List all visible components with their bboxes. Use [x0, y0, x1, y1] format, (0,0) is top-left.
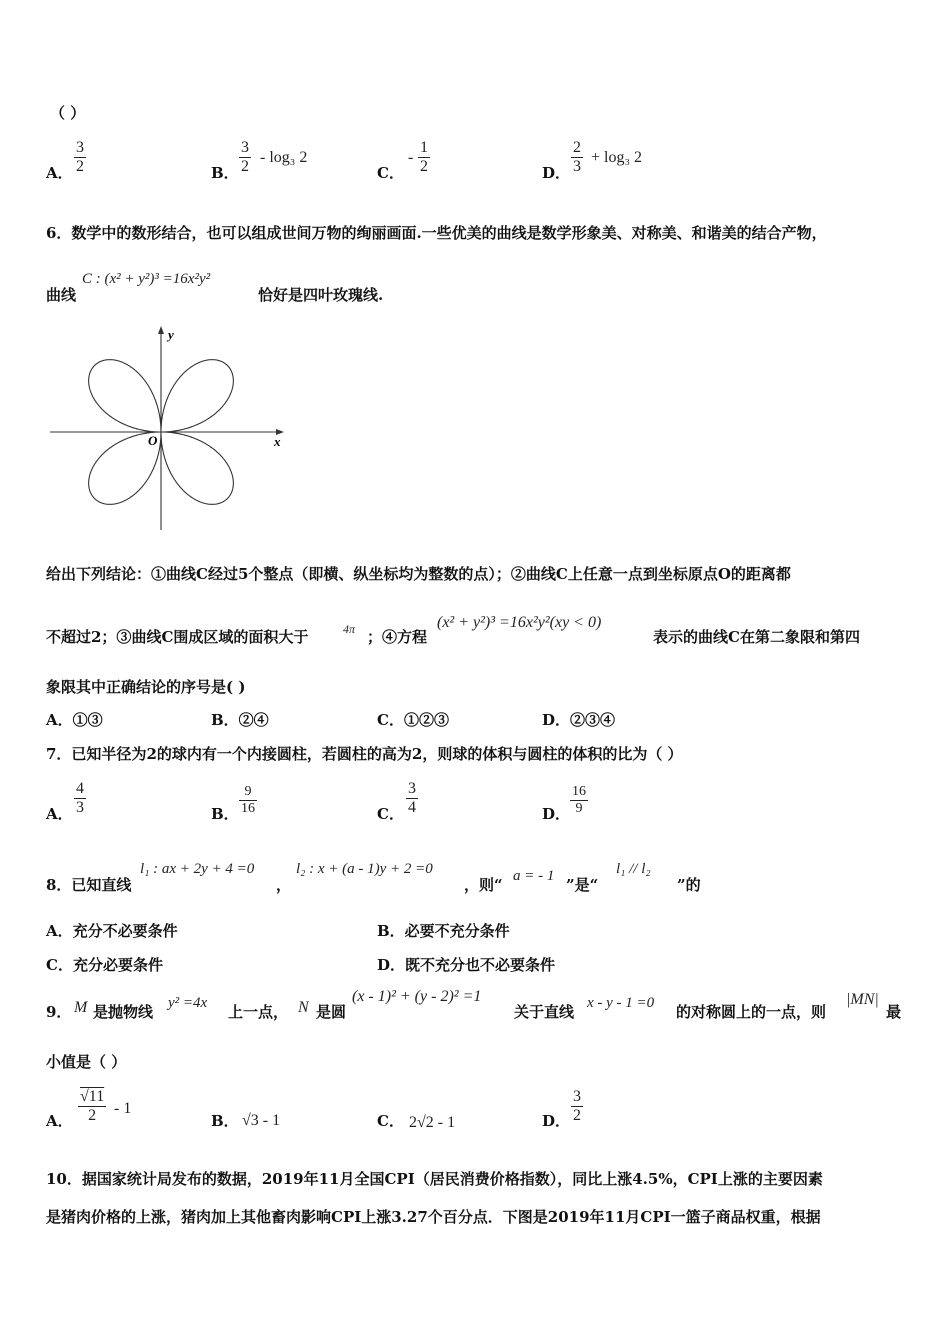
q9-point-m: M — [74, 999, 88, 1016]
q5-option-d-fraction — [571, 139, 583, 176]
q5-option-a-fraction — [74, 139, 86, 176]
q7-option-b-fraction — [239, 784, 257, 817]
q8-option-d: D．既不充分也不必要条件 — [377, 956, 556, 974]
q9-option-d-fraction — [571, 1088, 583, 1125]
q8-line-l2: l₂ : x + (a - 1)y + 2 =0 — [296, 861, 433, 877]
q8-stem-post: ”的 — [677, 876, 701, 894]
q9-text-3: 是圆 — [316, 1003, 347, 1021]
denominator: 3 — [76, 799, 84, 816]
q5-option-b-tail: - log₃ 2 — [260, 149, 308, 166]
q6-stem-line5: 象限其中正确结论的序号是( ) — [46, 678, 246, 696]
q8-stem-mid: ，则“ — [464, 876, 503, 894]
q5-option-c-fraction — [418, 139, 430, 176]
q9-option-a-tail: - 1 — [114, 1100, 132, 1117]
denominator: 2 — [76, 158, 84, 175]
q6-stem-line4-mid: ；④方程 — [367, 628, 428, 646]
q9-distance-mn: |MN| — [846, 991, 879, 1008]
numerator: 16 — [572, 784, 586, 799]
denominator: 9 — [570, 800, 588, 817]
q7-option-a-fraction — [74, 780, 86, 817]
q6-option-c: C．①②③ — [377, 711, 449, 729]
numerator: 9 — [244, 784, 252, 799]
q5-option-b-fraction — [239, 139, 251, 176]
numerator: 3 — [76, 139, 84, 156]
q9-option-b-value: √3 - 1 — [242, 1112, 281, 1129]
q7-option-d-label: D． — [542, 805, 571, 823]
q8-option-a: A．充分不必要条件 — [46, 922, 178, 940]
numerator: 1 — [420, 139, 428, 156]
q6-stem-line1: 6．数学中的数形结合，也可以组成世间万物的绚丽画面.一些优美的曲线是数学形象美、对称美、和谐美的结合产物， — [46, 224, 827, 242]
q9-option-c-value: 2√2 - 1 — [409, 1114, 456, 1131]
numerator: 3 — [241, 139, 249, 156]
q9-parabola: y² =4x — [168, 995, 208, 1011]
denominator: 3 — [573, 158, 581, 175]
q6-equation: (x² + y²)³ =16x²y²(xy < 0) — [437, 614, 602, 631]
numerator: 4 — [76, 780, 84, 797]
q6-stem-line4-pre: 不超过2；③曲线C围成区域的面积大于 — [46, 628, 309, 646]
q9-point-n: N — [298, 999, 309, 1016]
q9-line: x - y - 1 =0 — [587, 995, 655, 1011]
q7-option-a-label: A． — [46, 805, 73, 823]
q6-option-d: D．②③④ — [542, 711, 616, 729]
numerator: 3 — [408, 780, 416, 797]
q8-comma: ， — [276, 876, 292, 894]
q6-stem-line2-pre: 曲线 — [46, 286, 77, 304]
y-axis-label: y — [168, 327, 174, 342]
denominator: 2 — [420, 158, 428, 175]
q9-number: 9． — [46, 1003, 72, 1021]
q6-option-a: A．①③ — [46, 711, 103, 729]
q8-option-b: B．必要不充分条件 — [377, 922, 510, 940]
q9-text-5: 的对称圆上的一点，则 — [676, 1003, 827, 1021]
q8-stem-pre: 8．已知直线 — [46, 876, 132, 894]
q9-option-c-label: C． — [377, 1112, 404, 1130]
q5-option-d-tail: + log₃ 2 — [591, 149, 643, 166]
q7-option-c-fraction — [406, 780, 418, 817]
q8-condition: a = - 1 — [513, 868, 555, 884]
numerator: 2 — [573, 139, 581, 156]
q8-option-c: C．充分必要条件 — [46, 956, 163, 974]
q8-parallel: l₁ // l₂ — [616, 861, 651, 877]
q8-line-l1: l₁ : ax + 2y + 4 =0 — [140, 861, 255, 877]
q9-text-4: 关于直线 — [514, 1003, 575, 1021]
q5-paren: （ ） — [50, 104, 86, 122]
q6-stem-line2-post: 恰好是四叶玫瑰线. — [258, 286, 384, 304]
q10-stem-line2: 是猪肉价格的上涨，猪肉加上其他畜肉影响CPI上涨3.27个百分点．下图是2019年11月CPI一篮子商品权重，根据 — [46, 1208, 821, 1226]
q5-option-c-label: C． — [377, 164, 404, 182]
x-axis-label: x — [274, 434, 281, 449]
q6-stem-line3: 给出下列结论：①曲线C经过5个整点（即横、纵坐标均为整数的点）；②曲线C上任意一点到坐标原点O的距离都 — [46, 565, 791, 583]
q9-circle: (x - 1)² + (y - 2)² =1 — [352, 988, 482, 1005]
denominator: 4 — [408, 799, 416, 816]
q9-option-b-label: B． — [211, 1112, 239, 1130]
q5-option-c-sign: - — [408, 149, 414, 166]
q7-option-c-label: C． — [377, 805, 404, 823]
q9-text-6: 最 — [886, 1003, 902, 1021]
q9-option-a-label: A． — [46, 1112, 73, 1130]
origin-label: O — [148, 433, 158, 448]
four-leaf-rose-graph — [48, 322, 288, 534]
q6-option-b: B．②④ — [211, 711, 269, 729]
denominator: 16 — [241, 801, 255, 816]
q7-stem: 7．已知半径为2的球内有一个内接圆柱，若圆柱的高为2，则球的体积与圆柱的体积的比为（ ） — [46, 745, 683, 763]
q6-area-value: 4π — [343, 622, 356, 636]
q7-option-b-label: B． — [211, 805, 239, 823]
denominator: 2 — [573, 1107, 581, 1124]
q5-option-a-label: A． — [46, 164, 73, 182]
y-axis-arrow — [158, 326, 164, 334]
q7-option-d-fraction — [570, 784, 588, 817]
q6-curve-formula: C : (x² + y²)³ =16x²y² — [82, 271, 211, 287]
q8-stem-mid2: ”是“ — [566, 876, 599, 894]
numerator: 3 — [573, 1088, 581, 1105]
q5-option-d-label: D． — [542, 164, 571, 182]
q9-stem-line2: 小值是（ ） — [46, 1053, 127, 1071]
q6-stem-line4-post: 表示的曲线C在第二象限和第四 — [653, 628, 860, 646]
q9-text-1: 是抛物线 — [93, 1003, 154, 1021]
denominator: 2 — [78, 1106, 106, 1125]
q5-option-b-label: B． — [211, 164, 239, 182]
q10-stem-line1: 10．据国家统计局发布的数据，2019年11月全国CPI（居民消费价格指数），同比上涨4.5%，CPI上涨的主要因素 — [46, 1170, 823, 1188]
q9-option-a-fraction — [78, 1088, 106, 1125]
q9-text-2: 上一点， — [228, 1003, 289, 1021]
q9-option-d-label: D． — [542, 1112, 571, 1130]
numerator: √11 — [80, 1088, 105, 1105]
denominator: 2 — [241, 158, 249, 175]
